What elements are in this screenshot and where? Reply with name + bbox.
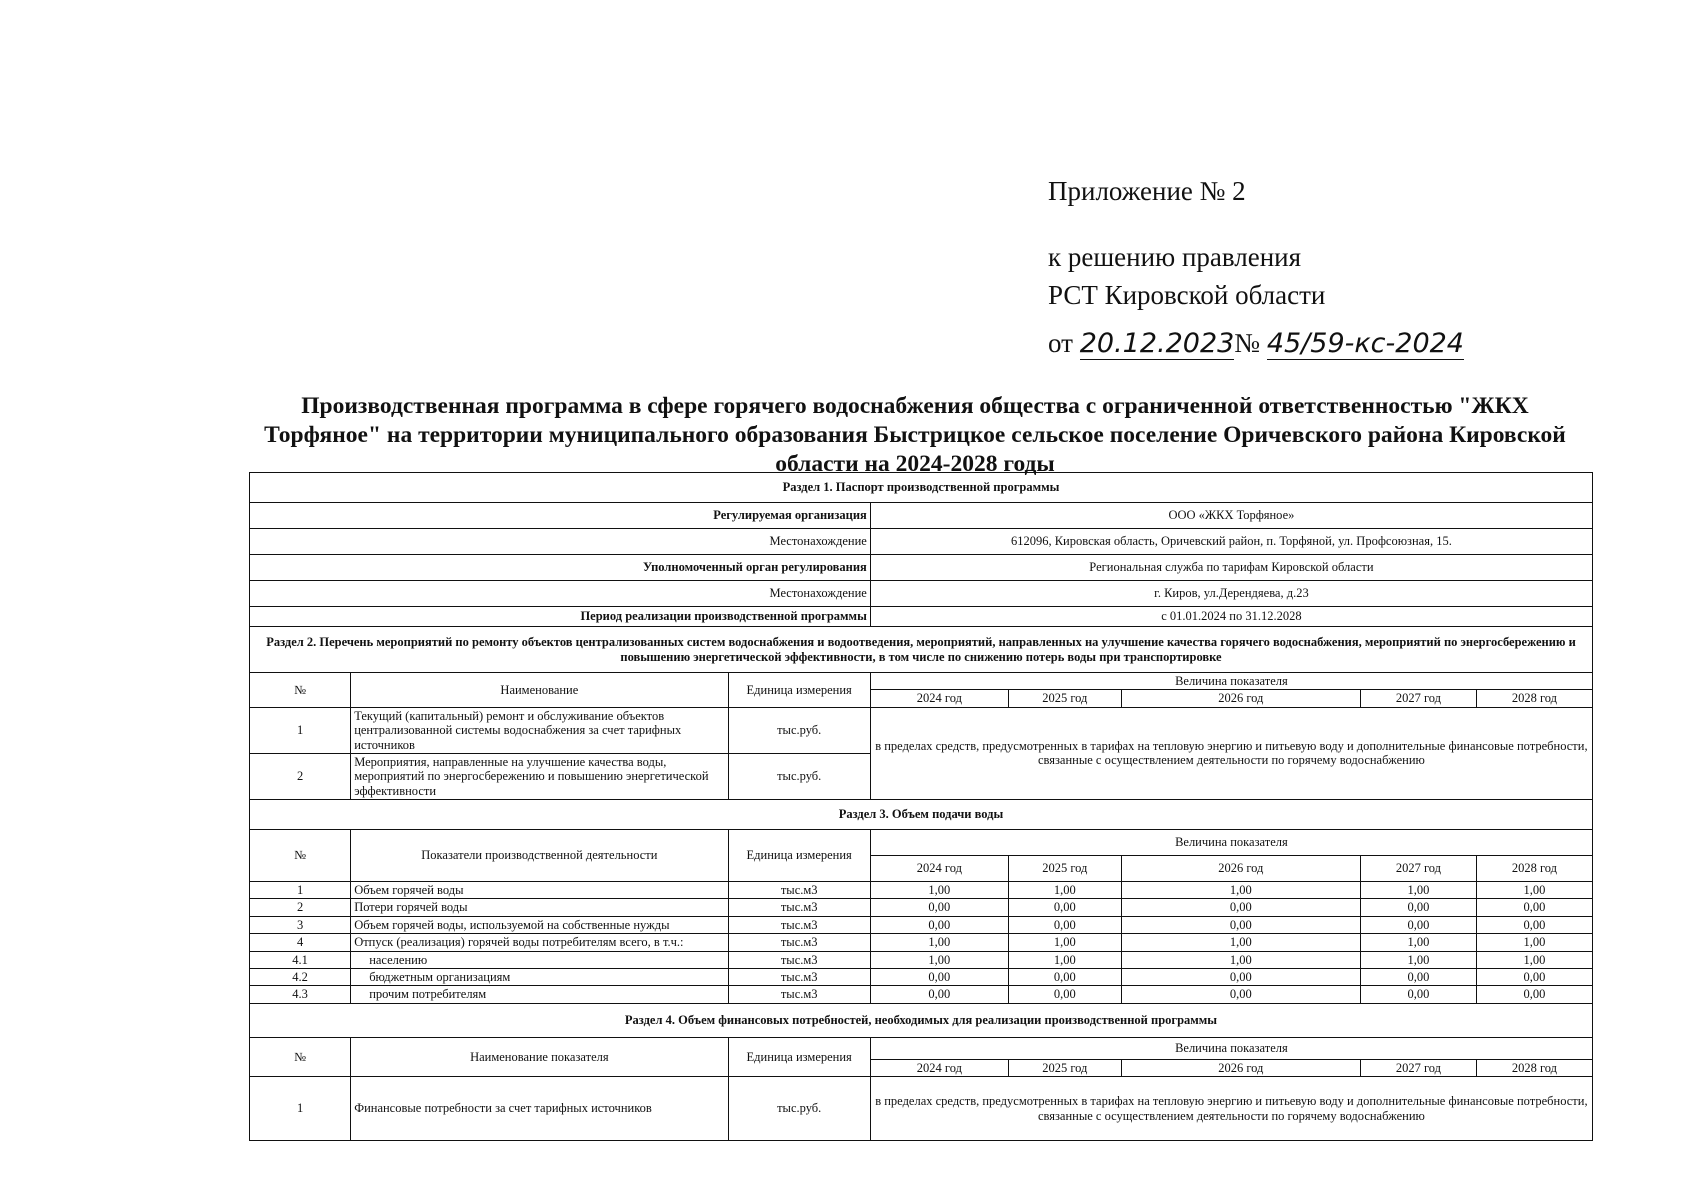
document-title: Производственная программа в сфере горячего водоснабжения общества с ограниченной ответственностью "ЖКХ Торфяное" на территории муниципального образования Быстрицкое сельское поселение Оричевского района Кировской области на 2024-2028 годы <box>264 393 1566 477</box>
table-row <box>250 707 1593 753</box>
table-row <box>250 986 1593 1003</box>
section3-heading: Раздел 3. Объем подачи воды <box>250 800 1593 830</box>
production-program-table <box>249 472 1593 1141</box>
value-2024: 0,00 <box>870 986 1008 1003</box>
appendix-line-decision: к решению правления <box>1048 242 1302 272</box>
row-name: Текущий (капитальный) ремонт и обслуживание объектов централизованной системы водоснабжения за счет тарифных источников <box>351 707 728 753</box>
year-header: 2024 год <box>870 1059 1008 1076</box>
year-header: 2028 год <box>1476 690 1592 707</box>
year-header: 2025 год <box>1008 690 1121 707</box>
row-number: 2 <box>250 753 351 799</box>
value-2024: 0,00 <box>870 899 1008 916</box>
value-2025: 0,00 <box>1008 968 1121 985</box>
appendix-title: Приложение № 2 <box>1048 176 1246 206</box>
value-2027: 0,00 <box>1360 986 1476 1003</box>
appendix-line-authority: РСТ Кировской области <box>1048 280 1326 310</box>
value-2028: 1,00 <box>1476 951 1592 968</box>
value-2024: 1,00 <box>870 882 1008 899</box>
year-header: 2024 год <box>870 690 1008 707</box>
row-name: Финансовые потребности за счет тарифных источников <box>351 1077 728 1141</box>
table-row <box>250 934 1593 951</box>
passport-value: 612096, Кировская область, Оричевский район, п. Торфяной, ул. Профсоюзная, 15. <box>870 529 1592 555</box>
col-no-header: № <box>250 830 351 882</box>
passport-value: с 01.01.2024 по 31.12.2028 <box>870 607 1592 627</box>
col-name-header: Показатели производственной деятельности <box>351 830 728 882</box>
passport-row <box>250 529 1593 555</box>
row-number: 2 <box>250 899 351 916</box>
value-2026: 1,00 <box>1121 934 1360 951</box>
value-2025: 1,00 <box>1008 951 1121 968</box>
col-name-header: Наименование <box>351 673 728 708</box>
row-unit: тыс.м3 <box>728 986 870 1003</box>
value-2028: 0,00 <box>1476 899 1592 916</box>
year-header: 2027 год <box>1360 690 1476 707</box>
value-2028: 0,00 <box>1476 916 1592 933</box>
col-no-header: № <box>250 1037 351 1076</box>
year-header: 2027 год <box>1360 1059 1476 1076</box>
col-no-header: № <box>250 673 351 708</box>
table-row <box>250 899 1593 916</box>
value-2025: 1,00 <box>1008 934 1121 951</box>
section2-heading: Раздел 2. Перечень мероприятий по ремонту объектов централизованных систем водоснабжения и водоотведения, мероприятий, направленных на улучшение качества горячего водоснабжения, мероприятий по энергосбережению и повышению энергетической эффективности, в том числе по снижению потерь воды при транспортировке <box>250 627 1593 673</box>
handwritten-number: 45/59-кс-2024 <box>1266 328 1464 359</box>
row-unit: тыс.м3 <box>728 951 870 968</box>
year-header: 2028 год <box>1476 1059 1592 1076</box>
value-2027: 0,00 <box>1360 899 1476 916</box>
row-name: Мероприятия, направленные на улучшение качества воды, мероприятий по энергосбережению и повышению энергетической эффективности <box>351 753 728 799</box>
row-name: бюджетным организациям <box>351 968 728 985</box>
value-2028: 1,00 <box>1476 882 1592 899</box>
value-2024: 1,00 <box>870 934 1008 951</box>
passport-label: Местонахождение <box>250 581 871 607</box>
value-2028: 0,00 <box>1476 986 1592 1003</box>
value-2026: 1,00 <box>1121 951 1360 968</box>
col-unit-header: Единица измерения <box>728 830 870 882</box>
value-2027: 0,00 <box>1360 916 1476 933</box>
passport-row <box>250 503 1593 529</box>
value-2025: 0,00 <box>1008 899 1121 916</box>
appendix-date-number <box>1048 330 1464 357</box>
row-name: Отпуск (реализация) горячей воды потребителям всего, в т.ч.: <box>351 934 728 951</box>
table-row <box>250 882 1593 899</box>
section4-merged-note: в пределах средств, предусмотренных в тарифах на тепловую энергию и питьевую воду и дополнительные финансовые потребности, связанные с осуществлением деятельности по горячему водоснабжению <box>870 1077 1592 1141</box>
value-2026: 0,00 <box>1121 916 1360 933</box>
table-row <box>250 1077 1593 1141</box>
section1-heading: Раздел 1. Паспорт производственной программы <box>250 473 1593 503</box>
row-number: 4.3 <box>250 986 351 1003</box>
row-unit: тыс.м3 <box>728 916 870 933</box>
row-number: 3 <box>250 916 351 933</box>
col-value-header: Величина показателя <box>870 830 1592 856</box>
passport-label: Регулируемая организация <box>250 503 871 529</box>
row-unit: тыс.м3 <box>728 934 870 951</box>
row-number: 4.2 <box>250 968 351 985</box>
value-2026: 0,00 <box>1121 986 1360 1003</box>
table-row <box>250 968 1593 985</box>
value-2027: 1,00 <box>1360 951 1476 968</box>
table-row <box>250 916 1593 933</box>
passport-value: г. Киров, ул.Дерендяева, д.23 <box>870 581 1592 607</box>
year-header: 2027 год <box>1360 856 1476 882</box>
passport-row <box>250 607 1593 627</box>
value-2026: 0,00 <box>1121 899 1360 916</box>
row-name: Объем горячей воды <box>351 882 728 899</box>
passport-label: Период реализации производственной программы <box>250 607 871 627</box>
row-name: прочим потребителям <box>351 986 728 1003</box>
year-header: 2025 год <box>1008 856 1121 882</box>
row-unit: тыс.руб. <box>728 1077 870 1141</box>
value-2028: 0,00 <box>1476 968 1592 985</box>
value-2024: 1,00 <box>870 951 1008 968</box>
col-value-header: Величина показателя <box>870 673 1592 690</box>
section2-merged-note: в пределах средств, предусмотренных в тарифах на тепловую энергию и питьевую воду и дополнительные финансовые потребности, связанные с осуществлением деятельности по горячему водоснабжению <box>870 707 1592 799</box>
value-2024: 0,00 <box>870 968 1008 985</box>
table-row <box>250 951 1593 968</box>
value-2026: 0,00 <box>1121 968 1360 985</box>
section4-heading: Раздел 4. Объем финансовых потребностей, необходимых для реализации производственной программы <box>250 1003 1593 1037</box>
row-number: 1 <box>250 707 351 753</box>
row-number: 4 <box>250 934 351 951</box>
row-unit: тыс.м3 <box>728 899 870 916</box>
row-unit: тыс.м3 <box>728 968 870 985</box>
col-value-header: Величина показателя <box>870 1037 1592 1059</box>
value-2027: 1,00 <box>1360 882 1476 899</box>
col-name-header: Наименование показателя <box>351 1037 728 1076</box>
passport-value: Региональная служба по тарифам Кировской области <box>870 555 1592 581</box>
value-2028: 1,00 <box>1476 934 1592 951</box>
year-header: 2026 год <box>1121 690 1360 707</box>
passport-row <box>250 581 1593 607</box>
row-number: 1 <box>250 882 351 899</box>
handwritten-date: 20.12.2023 <box>1079 328 1235 359</box>
value-2025: 0,00 <box>1008 916 1121 933</box>
row-number: 4.1 <box>250 951 351 968</box>
value-2025: 0,00 <box>1008 986 1121 1003</box>
value-2025: 1,00 <box>1008 882 1121 899</box>
year-header: 2024 год <box>870 856 1008 882</box>
row-number: 1 <box>250 1077 351 1141</box>
passport-label: Уполномоченный орган регулирования <box>250 555 871 581</box>
passport-value: ООО «ЖКХ Торфяное» <box>870 503 1592 529</box>
col-unit-header: Единица измерения <box>728 673 870 708</box>
from-label: от <box>1048 328 1073 358</box>
year-header: 2028 год <box>1476 856 1592 882</box>
passport-row <box>250 555 1593 581</box>
year-header: 2026 год <box>1121 856 1360 882</box>
row-unit: тыс.м3 <box>728 882 870 899</box>
value-2027: 0,00 <box>1360 968 1476 985</box>
passport-label: Местонахождение <box>250 529 871 555</box>
value-2027: 1,00 <box>1360 934 1476 951</box>
year-header: 2026 год <box>1121 1059 1360 1076</box>
year-header: 2025 год <box>1008 1059 1121 1076</box>
number-label: № <box>1234 328 1261 358</box>
row-name: населению <box>351 951 728 968</box>
row-unit: тыс.руб. <box>728 753 870 799</box>
row-name: Потери горячей воды <box>351 899 728 916</box>
value-2026: 1,00 <box>1121 882 1360 899</box>
col-unit-header: Единица измерения <box>728 1037 870 1076</box>
value-2024: 0,00 <box>870 916 1008 933</box>
row-unit: тыс.руб. <box>728 707 870 753</box>
row-name: Объем горячей воды, используемой на собственные нужды <box>351 916 728 933</box>
